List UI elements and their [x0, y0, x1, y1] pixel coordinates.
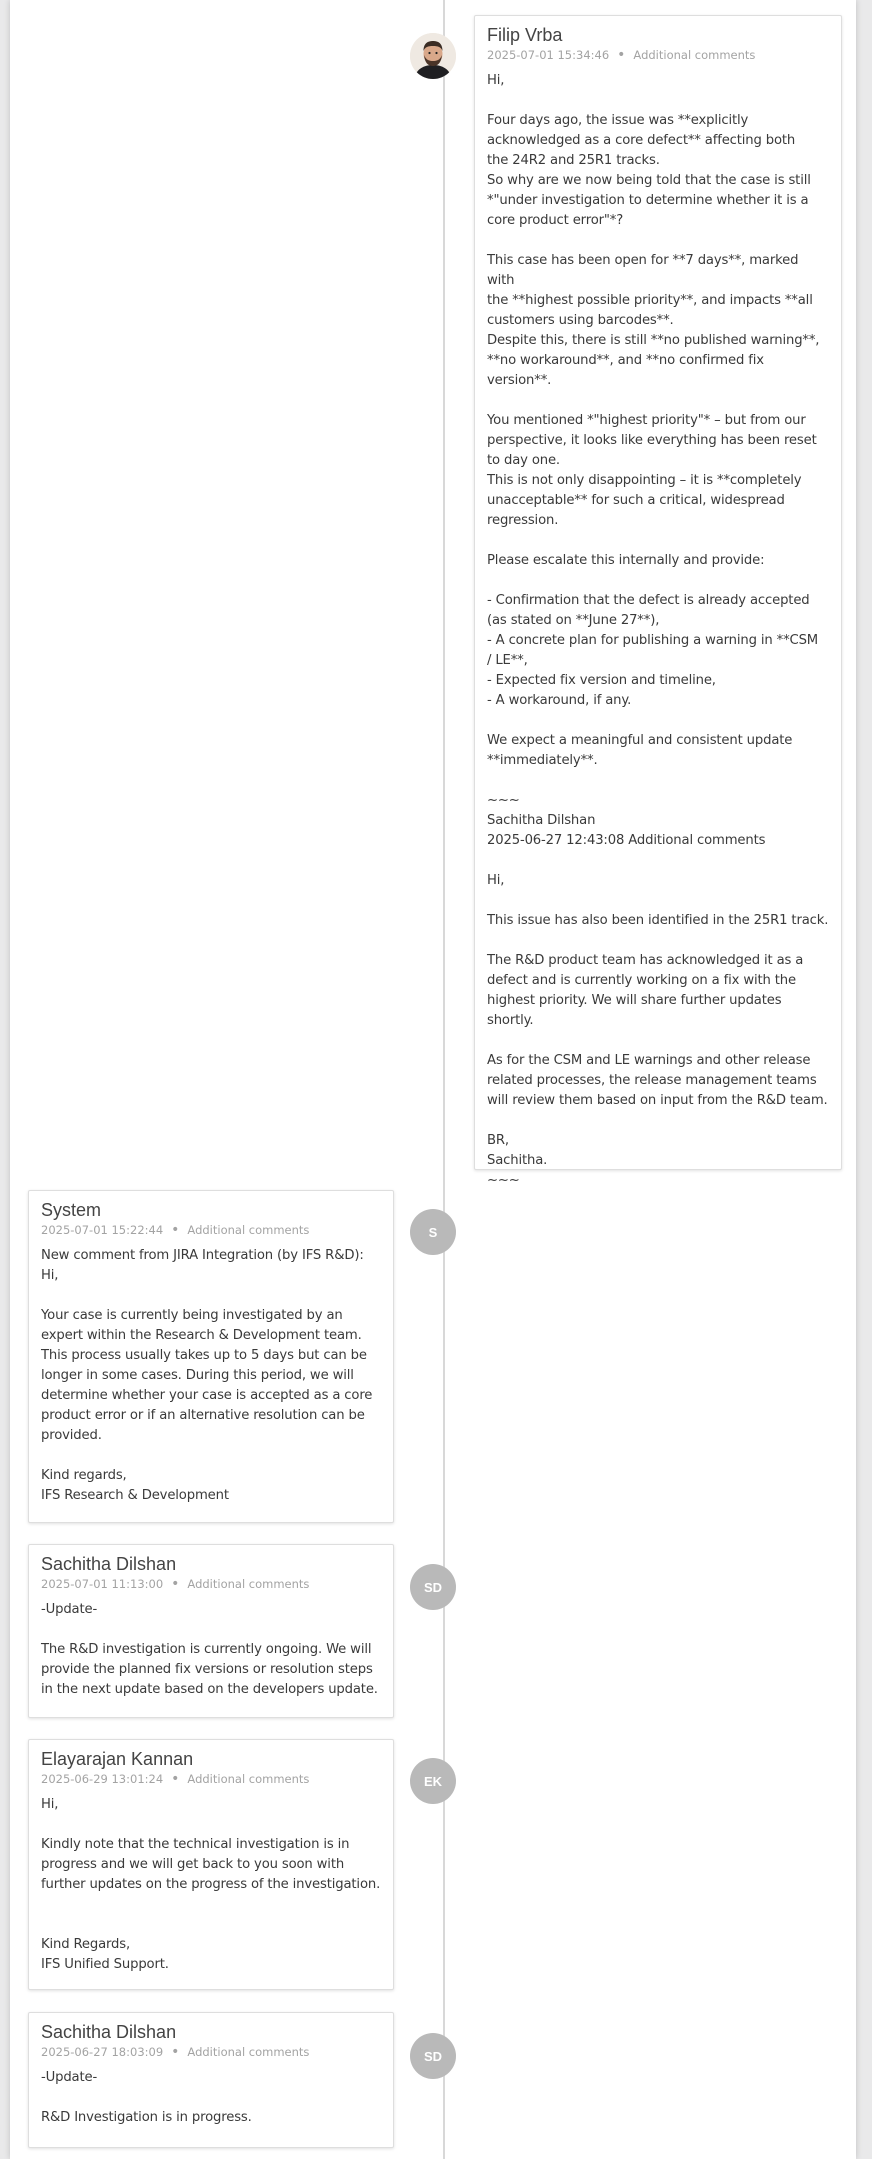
comment-timestamp: 2025-06-27 18:03:09 — [41, 2045, 164, 2059]
separator-dot: • — [171, 1771, 180, 1787]
comment-timestamp: 2025-07-01 11:13:00 — [41, 1577, 164, 1591]
user-photo-icon — [410, 33, 456, 79]
comment-meta — [41, 1222, 381, 1238]
comment-author: Sachitha Dilshan — [41, 1554, 177, 1574]
avatar: EK — [410, 1758, 456, 1804]
comment-card — [28, 2012, 394, 2148]
comment-body: Hi, Kindly note that the technical investigation is in progress and we will get back to you soon with further updates on the progress of the investigation. Kind Regards, IFS Unified Support. — [41, 1797, 381, 1972]
separator-dot: • — [617, 47, 626, 63]
comment-timestamp: 2025-06-29 13:01:24 — [41, 1772, 164, 1786]
comment-type: Additional comments — [187, 1223, 310, 1237]
comment-meta — [41, 1576, 381, 1592]
comment-author: System — [41, 1200, 102, 1220]
comment-author: Sachitha Dilshan — [41, 2022, 177, 2042]
comment-body: New comment from JIRA Integration (by IFS R&D): Hi, Your case is currently being investigated by an expert within the Research & Development team. This process usually takes up to 5 days but can be longer in some cases. During this period, we will determine whether your case is accepted as a core product error or if an alternative resolution can be provided. Kind regards, IFS Research & Development — [41, 1248, 373, 1503]
activity-timeline — [10, 0, 856, 2159]
comment-card — [28, 1544, 394, 1718]
separator-dot: • — [171, 2044, 180, 2060]
separator-dot: • — [171, 1222, 180, 1238]
avatar: SD — [410, 2033, 456, 2079]
comment-body: -Update- The R&D investigation is currently ongoing. We will provide the planned fix versions or resolution steps in the next update based on the developers update. — [41, 1602, 378, 1697]
comment-meta — [41, 2044, 381, 2060]
comment-card — [28, 1190, 394, 1523]
comment-meta — [487, 47, 829, 63]
comment-card — [474, 15, 842, 1188]
comment-body: -Update- R&D Investigation is in progress. — [41, 2070, 252, 2125]
comment-author: Filip Vrba — [487, 25, 563, 45]
comment-meta — [41, 1771, 381, 1787]
comment-type: Additional comments — [187, 2045, 310, 2059]
comment-timestamp: 2025-07-01 15:34:46 — [487, 48, 610, 62]
comment-type: Additional comments — [633, 48, 756, 62]
avatar: SD — [410, 1564, 456, 1610]
avatar: S — [410, 1209, 456, 1255]
comment-timestamp: 2025-07-01 15:22:44 — [41, 1223, 164, 1237]
timeline-line — [443, 0, 445, 2159]
avatar — [410, 33, 456, 79]
comment-body: Hi, Four days ago, the issue was **explicitly acknowledged as a core defect** affecting both the 24R2 and 25R1 tracks. So why are we now being told that the case is still *"under investigation to determine whether it is a core product error"*? This case has been open for **7 days**, marked with the **highest possible priority**, and impacts **all customers using barcodes**. Despite this, there is still **no published warning**, **no workaround**, and **no confirmed fix version**. You mentioned *"highest priority"* – but from our perspective, it looks like everything has been reset to day one. This is not only disappointing – it is **completely unacceptable** for such a critical, widespread regression. Please escalate this internally and provide: - Confirmation that the defect is already accepted (as stated on **June 27**), - A concrete plan for publishing a warning in **CSM / LE**, - Expected fix version and timeline, - A workaround, if any. We expect a meaningful and consistent update **immediately**. ~~~ Sachitha Dilshan 2025-06-27 12:43:08 Additional comments Hi, This issue has also been identified in the 25R1 track. The R&D product team has acknowledged it as a defect and is currently working on a fix with the highest priority. We will share further updates shortly. As for the CSM and LE warnings and other release related processes, the release management teams will review them based on input from the R&D team. BR, Sachitha. ~~~ — [487, 73, 829, 1188]
comment-type: Additional comments — [187, 1772, 310, 1786]
comment-type: Additional comments — [187, 1577, 310, 1591]
comment-card — [28, 1739, 394, 1990]
separator-dot: • — [171, 1576, 180, 1592]
comment-author: Elayarajan Kannan — [41, 1749, 194, 1769]
